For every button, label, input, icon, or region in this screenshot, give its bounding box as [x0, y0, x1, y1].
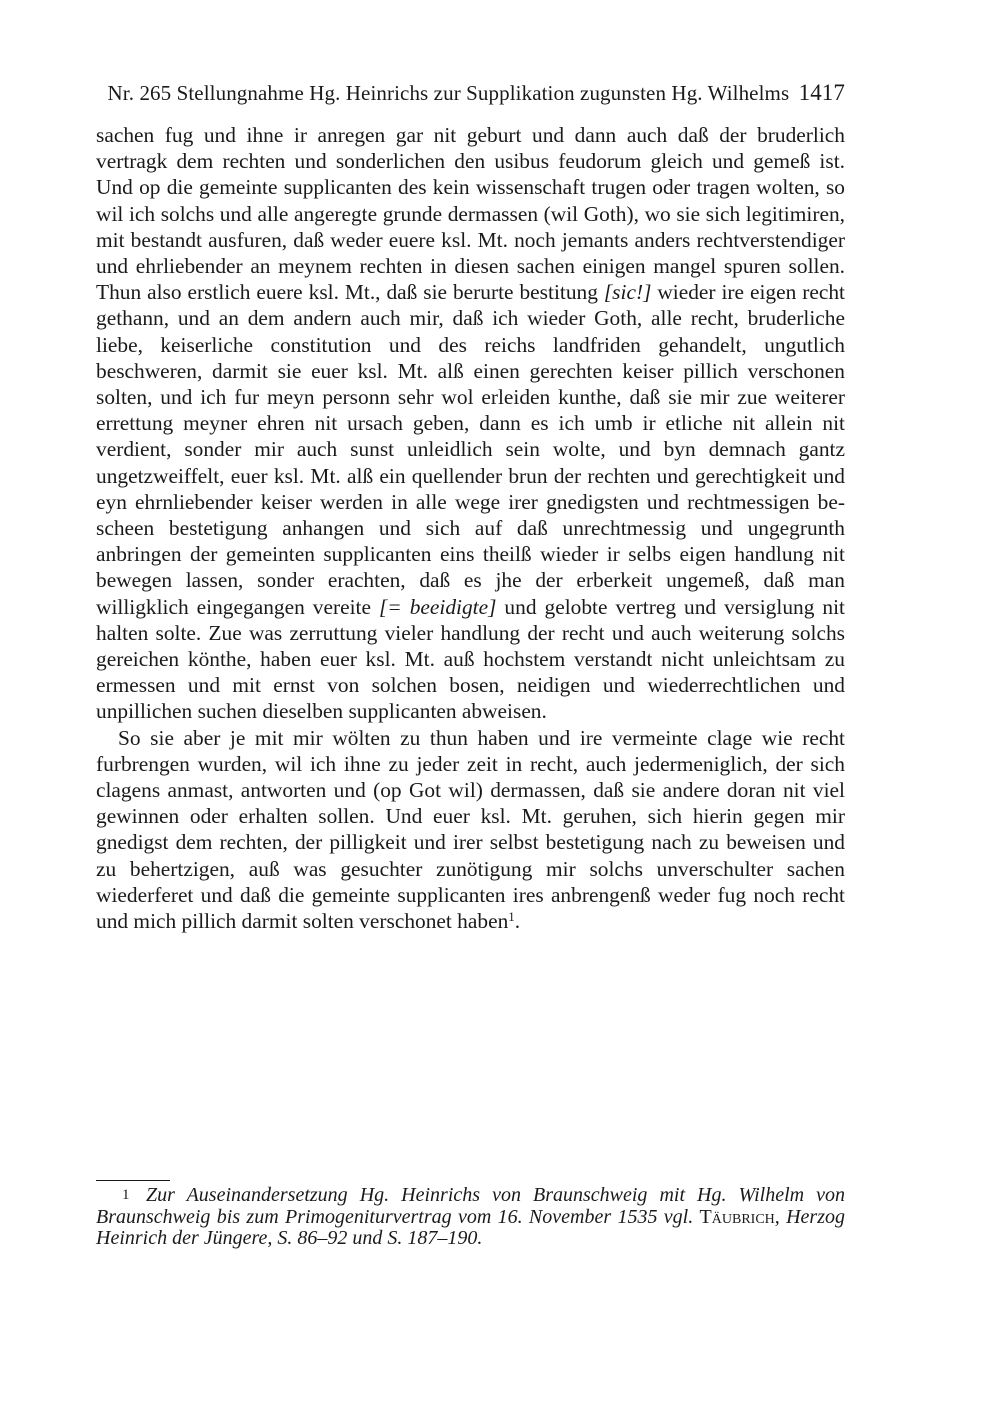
paragraph-2-text: So sie aber je mit mir wölten zu thun haben und ire vermeinte clage wie recht furbrengen wurden, wil ich ihne zu jeder zeit in recht, auch jedermeniglich, der sich clagens anmast, antworten und (op Got wil) dermassen, daß sie andere doran nit viel gewinnen oder erhalten sollen. Und euer ksl. Mt. geruhen, sich hierin gegen mir gnedigst dem rechten, der pilligkeit und irer selbst bestetigung nach zu beweisen und zu behertzigen, auß was gesuchter zunötigung mir solchs unverschulter sachen wiederferet und daß die gemeinte supplicanten ires anbrengenß weder fug noch recht und mich pillich darmit solten verschonet haben — [96, 725, 845, 934]
paragraph-1-part-3: und gelobte vertreg und versiglung nit halten solte. Zue was zerruttung vieler handlung der recht und auch weiterung solchs gereichen könthe, haben euer ksl. Mt. auß hochstem verstandt nicht unleichtsam zu ermessen und mit ernst von solchen bosen, neidigen und wiederrechtlichen und unpillichen suchen dieselben supplicanten abweisen. — [96, 594, 845, 724]
footnote-number: 1 — [122, 1187, 130, 1203]
footnote-author: Täubrich — [699, 1205, 775, 1228]
paragraph-1 — [96, 122, 845, 725]
main-text — [96, 122, 845, 934]
editorial-note-beeidigte: [= beeidigte] — [378, 594, 497, 619]
paragraph-1-part-1: sachen fug und ihne ir anregen gar nit geburt und dann auch daß der bruderlich vertragk dem rechten und sonderlichen den usibus feudorum gleich und gemeß ist. Und op die gemeinte supplicanten des kein wissenschaft trugen oder tragen wolten, so wil ich solchs und alle angeregte grunde dermassen (wil Goth), wo sie sich legitimiren, mit bestandt ausfuren, daß weder euere ksl. Mt. noch jemants anders rechtverstendiger und ehrliebender an meynem rechten in diesen sachen einigen mangel spuren sollen. Thun also erstlich euere ksl. Mt., daß sie berurte bestitung — [96, 123, 845, 305]
footnote-divider — [96, 1180, 170, 1181]
running-head-title: Nr. 265 Stellungnahme Hg. Heinrichs zur Supplikation zugunsten Hg. Wilhelms — [107, 81, 790, 105]
page-number: 1417 — [798, 80, 845, 105]
footnote-text-part-1: Zur Auseinandersetzung Hg. Heinrichs von Braunschweig mit Hg. Wilhelm von Braunschweig bis zum Primogeniturvertrag vom 16. November 1535 vgl. — [96, 1184, 845, 1228]
footnote-text-part-2: , Herzog Heinrich der Jüngere, S. 86–92 und S. 187–190. — [96, 1205, 845, 1249]
paragraph-1-part-2: wieder ire eigen recht gethann, und an dem andern auch mir, daß ich wieder Goth, alle recht, bruderliche liebe, keiserliche constitution und des reichs landfriden gehandelt, ungutlich beschweren, darmit sie euer ksl. Mt. alß einen gerechten keiser pillich verschonen solten, und ich fur meyn personn sehr wol erleiden kunthe, daß sie mir zue weiterer errettung meyner ehren nit ursach geben, dann es ich umb ir etliche nit allein nit verdient, sonder mir auch sunst unleidlich sein wolte, und byn demnach gantz ungetzweiffelt, euer ksl. Mt. alß ein quellender brun der rechten und gerechtigkeit und eyn ehrnliebender keiser werden in alle wege irer gnedigsten und rechtmessigen bescheen bestetigung anhangen und sich auf daß unrechtmessig und ungegrunth anbringen der gemeinten supplicanten eins theilß wieder ir selbs eigen handlung nit bewegen lassen, sonder erachten, daß es jhe der erberkeit ungemeß, daß man willigklich eingegangen vereite — [96, 280, 845, 619]
running-head — [96, 78, 845, 108]
footnote-reference[interactable]: 1 — [508, 909, 515, 925]
footnote — [96, 1185, 845, 1250]
paragraph-2 — [96, 725, 845, 935]
paragraph-2-end: . — [514, 909, 521, 934]
editorial-note-sic: [sic!] — [603, 280, 652, 305]
